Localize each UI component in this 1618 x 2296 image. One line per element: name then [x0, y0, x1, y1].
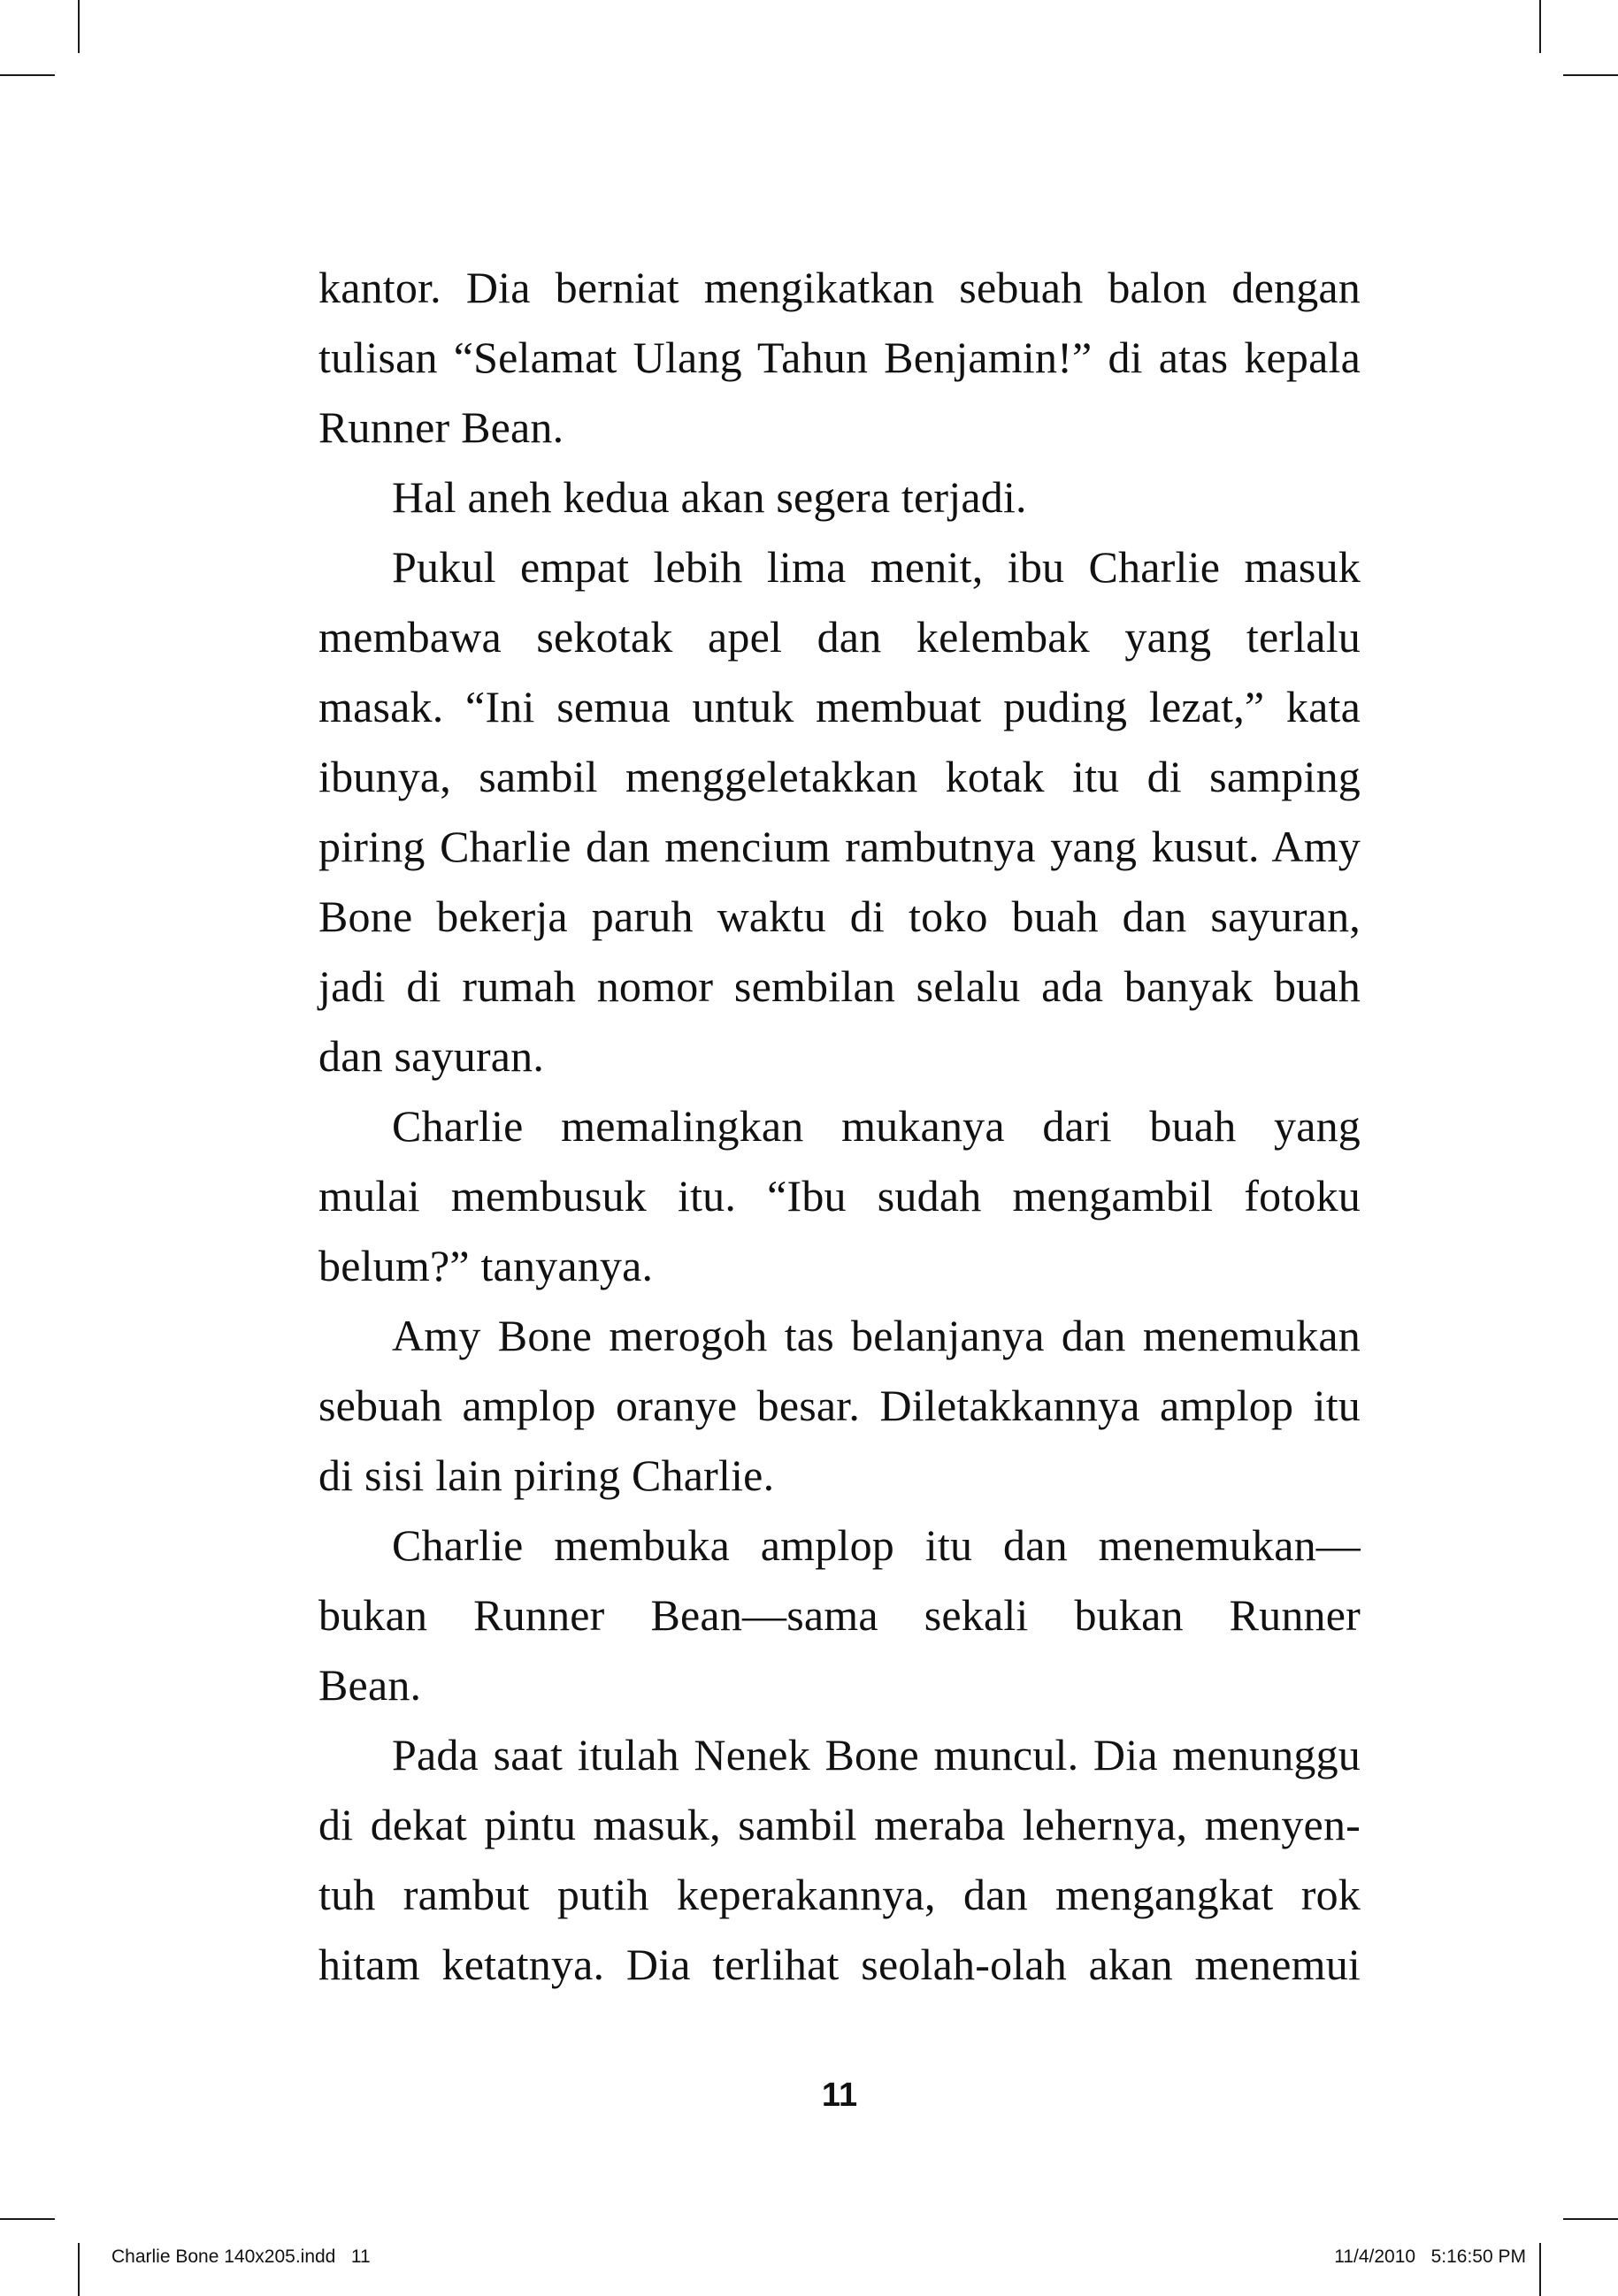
text-line: Charlie membuka amplop itu dan menemukan—: [392, 1520, 1361, 1570]
text-line: ibunya, sambil menggeletakkan kotak itu di samping: [318, 752, 1361, 801]
text-line: belum?” tanyanya.: [318, 1241, 654, 1290]
crop-mark-bottom-left-vertical: [78, 2243, 80, 2296]
text-line: hitam ketatnya. Dia terlihat seolah-olah akan menemui: [318, 1940, 1361, 1989]
text-line: mulai membusuk itu. “Ibu sudah mengambil fotoku: [318, 1171, 1361, 1221]
text-line: Runner Bean.: [318, 402, 564, 452]
page-number: 11: [821, 2077, 858, 2114]
crop-mark-top-right-horizontal: [1563, 74, 1618, 76]
slug-file-info: Charlie Bone 140x205.indd 11: [111, 2246, 371, 2267]
text-line: tuh rambut putih keperakannya, dan mengangkat rok: [318, 1870, 1361, 1919]
text-line: masak. “Ini semua untuk membuat puding lezat,” kata: [318, 682, 1361, 731]
text-line: di sisi lain piring Charlie.: [318, 1450, 775, 1500]
text-line: piring Charlie dan mencium rambutnya yang kusut. Amy: [318, 822, 1361, 871]
text-line: Pada saat itulah Nenek Bone muncul. Dia menunggu: [392, 1730, 1361, 1779]
crop-mark-top-left-vertical: [78, 0, 80, 53]
text-line: Charlie memalingkan mukanya dari buah yang: [392, 1101, 1361, 1151]
crop-mark-bottom-left-horizontal: [0, 2218, 55, 2220]
text-line: Bone bekerja paruh waktu di toko buah dan sayuran,: [318, 892, 1361, 941]
crop-mark-top-left-horizontal: [0, 74, 55, 76]
crop-mark-bottom-right-vertical: [1539, 2243, 1541, 2296]
body-text: [318, 253, 1361, 2000]
crop-mark-bottom-right-horizontal: [1563, 2218, 1618, 2220]
text-line: Hal aneh kedua akan segera terjadi.: [392, 472, 1027, 522]
text-line: di dekat pintu masuk, sambil meraba lehernya, menyen-: [318, 1800, 1361, 1849]
text-line: bukan Runner Bean—sama sekali bukan Runner: [318, 1590, 1361, 1640]
text-line: tulisan “Selamat Ulang Tahun Benjamin!” di atas kepala: [318, 333, 1361, 382]
slug-timestamp: 11/4/2010 5:16:50 PM: [1334, 2246, 1526, 2267]
text-line: kantor. Dia berniat mengikatkan sebuah balon dengan: [318, 263, 1361, 312]
text-line: jadi di rumah nomor sembilan selalu ada banyak buah: [318, 961, 1361, 1011]
crop-mark-top-right-vertical: [1539, 0, 1541, 53]
text-line: sebuah amplop oranye besar. Diletakkannya amplop itu: [318, 1381, 1361, 1430]
text-line: Bean.: [318, 1660, 422, 1710]
text-line: Amy Bone merogoh tas belanjanya dan menemukan: [392, 1311, 1361, 1360]
text-line: dan sayuran.: [318, 1031, 545, 1081]
text-line: membawa sekotak apel dan kelembak yang terlalu: [318, 612, 1361, 662]
text-line: Pukul empat lebih lima menit, ibu Charlie masuk: [392, 542, 1361, 592]
